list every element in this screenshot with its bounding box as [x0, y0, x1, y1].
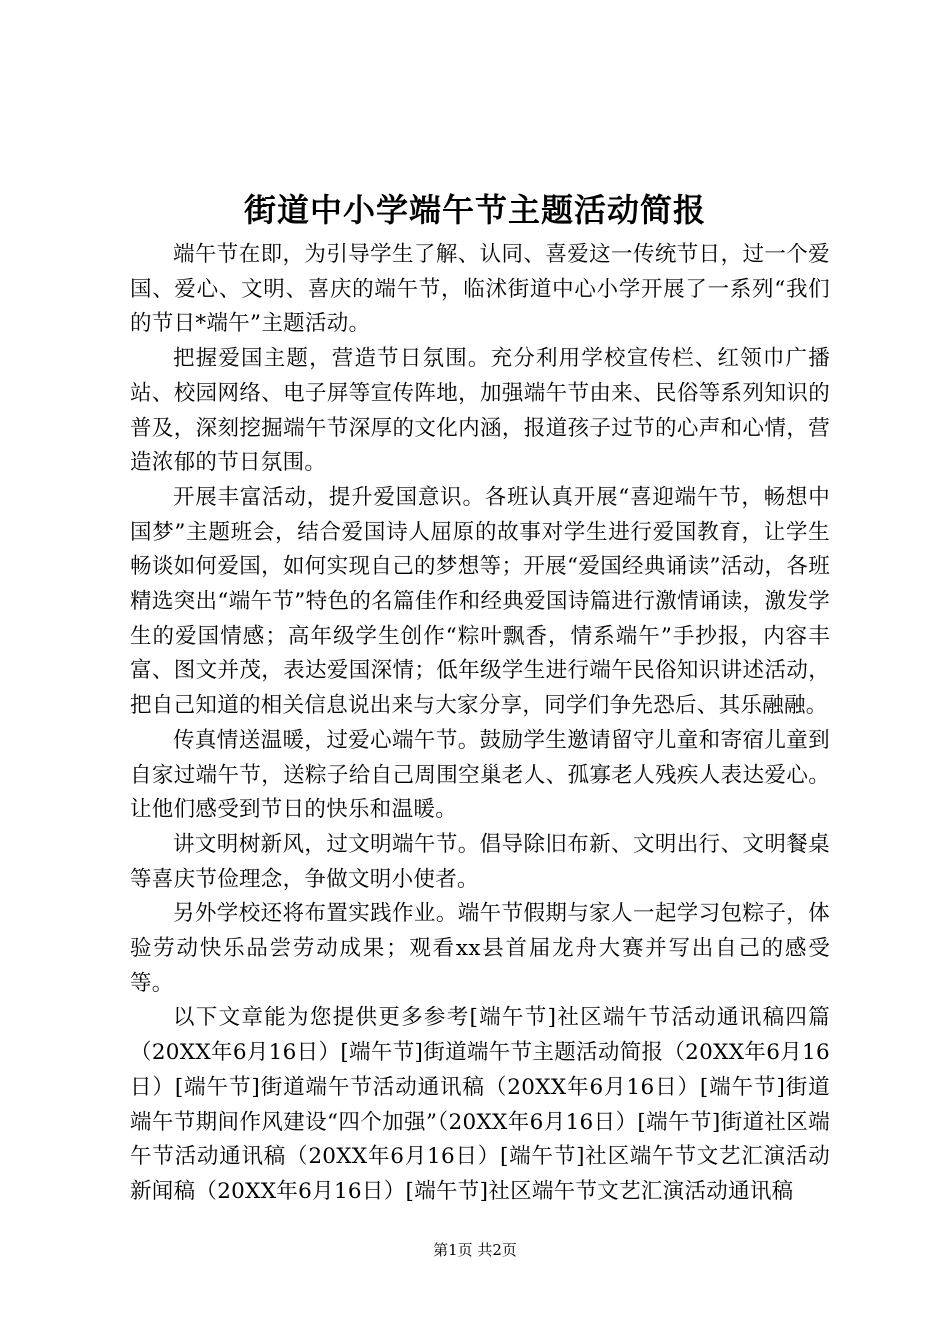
paragraph-civility: 讲文明树新风，过文明端午节。倡导除旧布新、文明出行、文明餐桌等喜庆节俭理念，争做文明小使者。: [130, 831, 830, 892]
paragraph-activities: 开展丰富活动，提升爱国意识。各班认真开展“喜迎端午节，畅想中国梦”主题班会，结合爱国诗人屈原的故事对学生进行爱国教育，让学生畅谈如何爱国，如何实现自己的梦想等；开展“爱国经典诵读”活动，各班精选突出“端午节”特色的名篇佳作和经典爱国诗篇进行激情诵读，激发学生的爱国情感；高年级学生创作“粽叶飘香，情系端午”手抄报，内容丰富、图文并茂，表达爱国深情；低年级学生进行端午民俗知识讲述活动，把自己知道的相关信息说出来与大家分享，同学们争先恐后、其乐融融。: [130, 484, 830, 719]
document-title: 街道中小学端午节主题活动简报: [243, 191, 706, 229]
paragraph-practice-homework: 另外学校还将布置实践作业。端午节假期与家人一起学习包粽子，体验劳动快乐品尝劳动成果；观看xx县首届龙舟大赛并写出自己的感受等。: [130, 901, 830, 996]
paragraph-warmth: 传真情送温暖，过爱心端午节。鼓励学生邀请留守儿童和寄宿儿童到自家过端午节，送粽子给自己周围空巢老人、孤寡老人残疾人表达爱心。让他们感受到节日的快乐和温暖。: [130, 727, 830, 823]
paragraph-patriotic-theme: 把握爱国主题，营造节日氛围。充分利用学校宣传栏、红领巾广播站、校园网络、电子屏等宣传阵地，加强端午节由来、民俗等系列知识的普及，深刻挖掘端午节深厚的文化内涵，报道孩子过节的心声和心情，营造浓郁的节日氛围。: [130, 346, 830, 476]
paragraph-related-articles: 以下文章能为您提供更多参考[端午节]社区端午节活动通讯稿四篇（20XX年6月16日）[端午节]街道端午节主题活动简报（20XX年6月16日）[端午节]街道端午节活动通讯稿（20XX年6月16日）[端午节]街道端午节期间作风建设“四个加强”（20XX年6月16日）[端午节]街道社区端午节活动通讯稿（20XX年6月16日）[端午节]社区端午节文艺汇演活动新闻稿（20XX年6月16日）[端午节]社区端午节文艺汇演活动通讯稿: [130, 1005, 830, 1204]
page-number-footer: 第1页 共2页: [433, 1241, 517, 1259]
paragraph-intro: 端午节在即，为引导学生了解、认同、喜爱这一传统节日，过一个爱国、爱心、文明、喜庆的端午节，临沭街道中心小学开展了一系列“我们的节日*端午”主题活动。: [130, 242, 830, 337]
document-body: [130, 238, 830, 1210]
